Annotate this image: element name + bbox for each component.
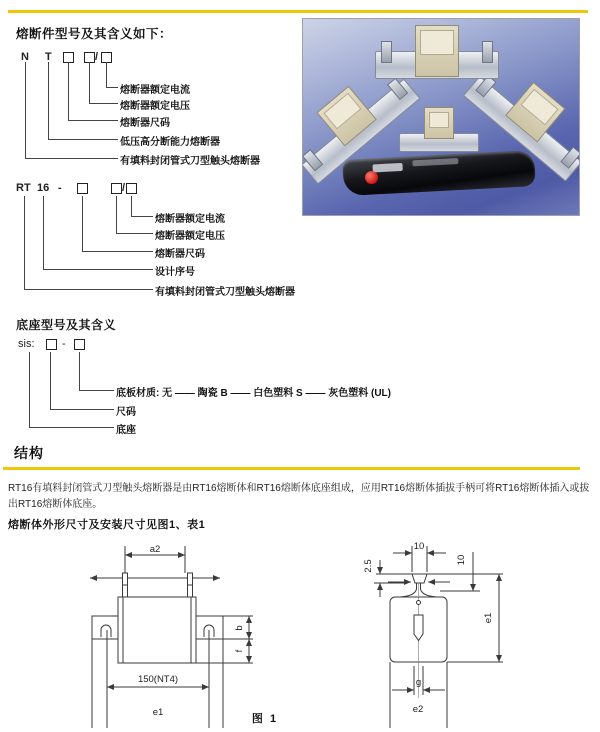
- rt-dash: -: [58, 182, 62, 194]
- base-label-base: 底座: [116, 425, 136, 436]
- section-divider: [3, 467, 580, 470]
- connector-line: [24, 196, 153, 290]
- connector-line: [25, 62, 118, 159]
- fuse-assembly-top: [303, 19, 579, 89]
- code-box: [46, 339, 57, 350]
- dim-10-right: 10: [456, 554, 467, 566]
- nt-label-rated-current: 熔断器额定电流: [120, 85, 190, 96]
- slash: /: [122, 182, 126, 194]
- dim-f: f: [234, 649, 245, 653]
- base-label-material: 底板材质: 无 —— 陶瓷 B —— 白色塑料 S —— 灰色塑料 (UL): [116, 388, 391, 399]
- nt-label-rated-voltage: 熔断器额定电压: [120, 101, 190, 112]
- dim-b: b: [234, 625, 245, 631]
- code-box: [111, 183, 122, 194]
- dim-e1-front: e1: [152, 707, 164, 718]
- product-photo: [302, 18, 580, 216]
- nt-letter-t: T: [45, 51, 52, 63]
- front-view-drawing: [90, 546, 253, 728]
- nt-letter-n: N: [21, 51, 29, 63]
- dim-2-5: 2.5: [363, 559, 374, 573]
- code-box: [77, 183, 88, 194]
- rt-series: 16: [37, 182, 50, 194]
- rt-label-design-no: 设计序号: [155, 267, 195, 278]
- rt-prefix: RT: [16, 182, 31, 194]
- nt-label-size: 熔断器尺码: [120, 118, 170, 129]
- base-label-size: 尺码: [116, 407, 136, 418]
- nt-label-filled-knife: 有填料封闭管式刀型触头熔断器: [120, 156, 260, 167]
- fuse-model-heading: 熔断件型号及其含义如下：: [16, 27, 173, 41]
- code-box: [126, 183, 137, 194]
- rt-label-size: 熔断器尺码: [155, 249, 205, 260]
- dim-a2: a2: [149, 544, 161, 555]
- structure-body-text: RT16有填料封闭管式刀型触头熔断器是由RT16熔断体和RT16熔断体底座组成，应用RT16熔断体插拔手柄可将RT16熔断体插入或拔出RT16熔断体底座。: [8, 483, 590, 510]
- nt-label-lv-hbc: 低压高分断能力熔断器: [120, 137, 220, 148]
- dim-e2: e2: [412, 704, 424, 715]
- structure-heading: 结构: [14, 445, 44, 461]
- side-view-drawing: [374, 546, 503, 728]
- dim-150-nt4: 150(NT4): [137, 674, 179, 685]
- dim-10-top: 10: [413, 541, 425, 552]
- fuse-assembly-small: [399, 101, 479, 153]
- top-divider: [8, 10, 588, 13]
- base-prefix: sis:: [18, 338, 35, 350]
- slash: /: [95, 51, 99, 63]
- figure-1-dimension-drawing: [0, 538, 600, 732]
- figure-intro-text: 熔断体外形尺寸及安装尺寸见图1、表1: [8, 519, 206, 531]
- dim-e1-side: e1: [483, 612, 494, 624]
- base-heading: 底座型号及其含义: [16, 318, 117, 332]
- figure-caption: 图 1: [251, 713, 279, 725]
- rt-label-rated-voltage: 熔断器额定电压: [155, 231, 225, 242]
- connector-line: [29, 352, 114, 428]
- rt-label-rated-current: 熔断器额定电流: [155, 214, 225, 225]
- rt-label-filled-knife: 有填料封闭管式刀型触头熔断器: [155, 287, 295, 298]
- base-dash: -: [62, 338, 66, 350]
- dim-g: g: [415, 677, 422, 688]
- code-box: [74, 339, 85, 350]
- handle-red-button: [365, 171, 378, 184]
